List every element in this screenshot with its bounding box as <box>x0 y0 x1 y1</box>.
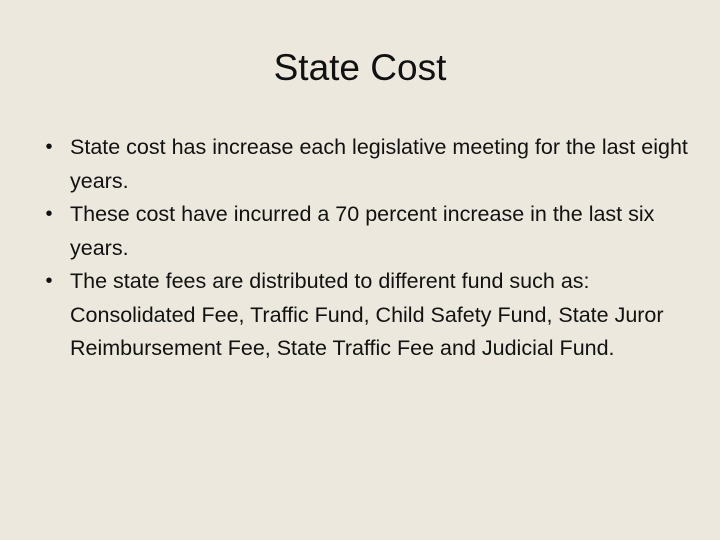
bullet-item-3 <box>36 265 696 366</box>
bullet-item-2 <box>36 198 696 265</box>
bullet-text: These cost have incurred a 70 percent increase in the last six years. <box>70 202 655 260</box>
slide-title: State Cost <box>273 47 447 88</box>
bullet-dot-icon: • <box>45 136 53 158</box>
bullet-dot-icon: • <box>45 203 53 225</box>
bullet-text: The state fees are distributed to different fund such as: Consolidated Fee, Traffic Fund, Child Safety Fund, State Juror Reimbursement Fee, State Traffic Fee and Judicial Fund. <box>70 269 664 360</box>
bullet-item-1 <box>36 131 696 198</box>
bullet-text: State cost has increase each legislative meeting for the last eight years. <box>70 135 688 193</box>
bullet-list <box>36 131 696 366</box>
bullet-dot-icon: • <box>45 270 53 292</box>
